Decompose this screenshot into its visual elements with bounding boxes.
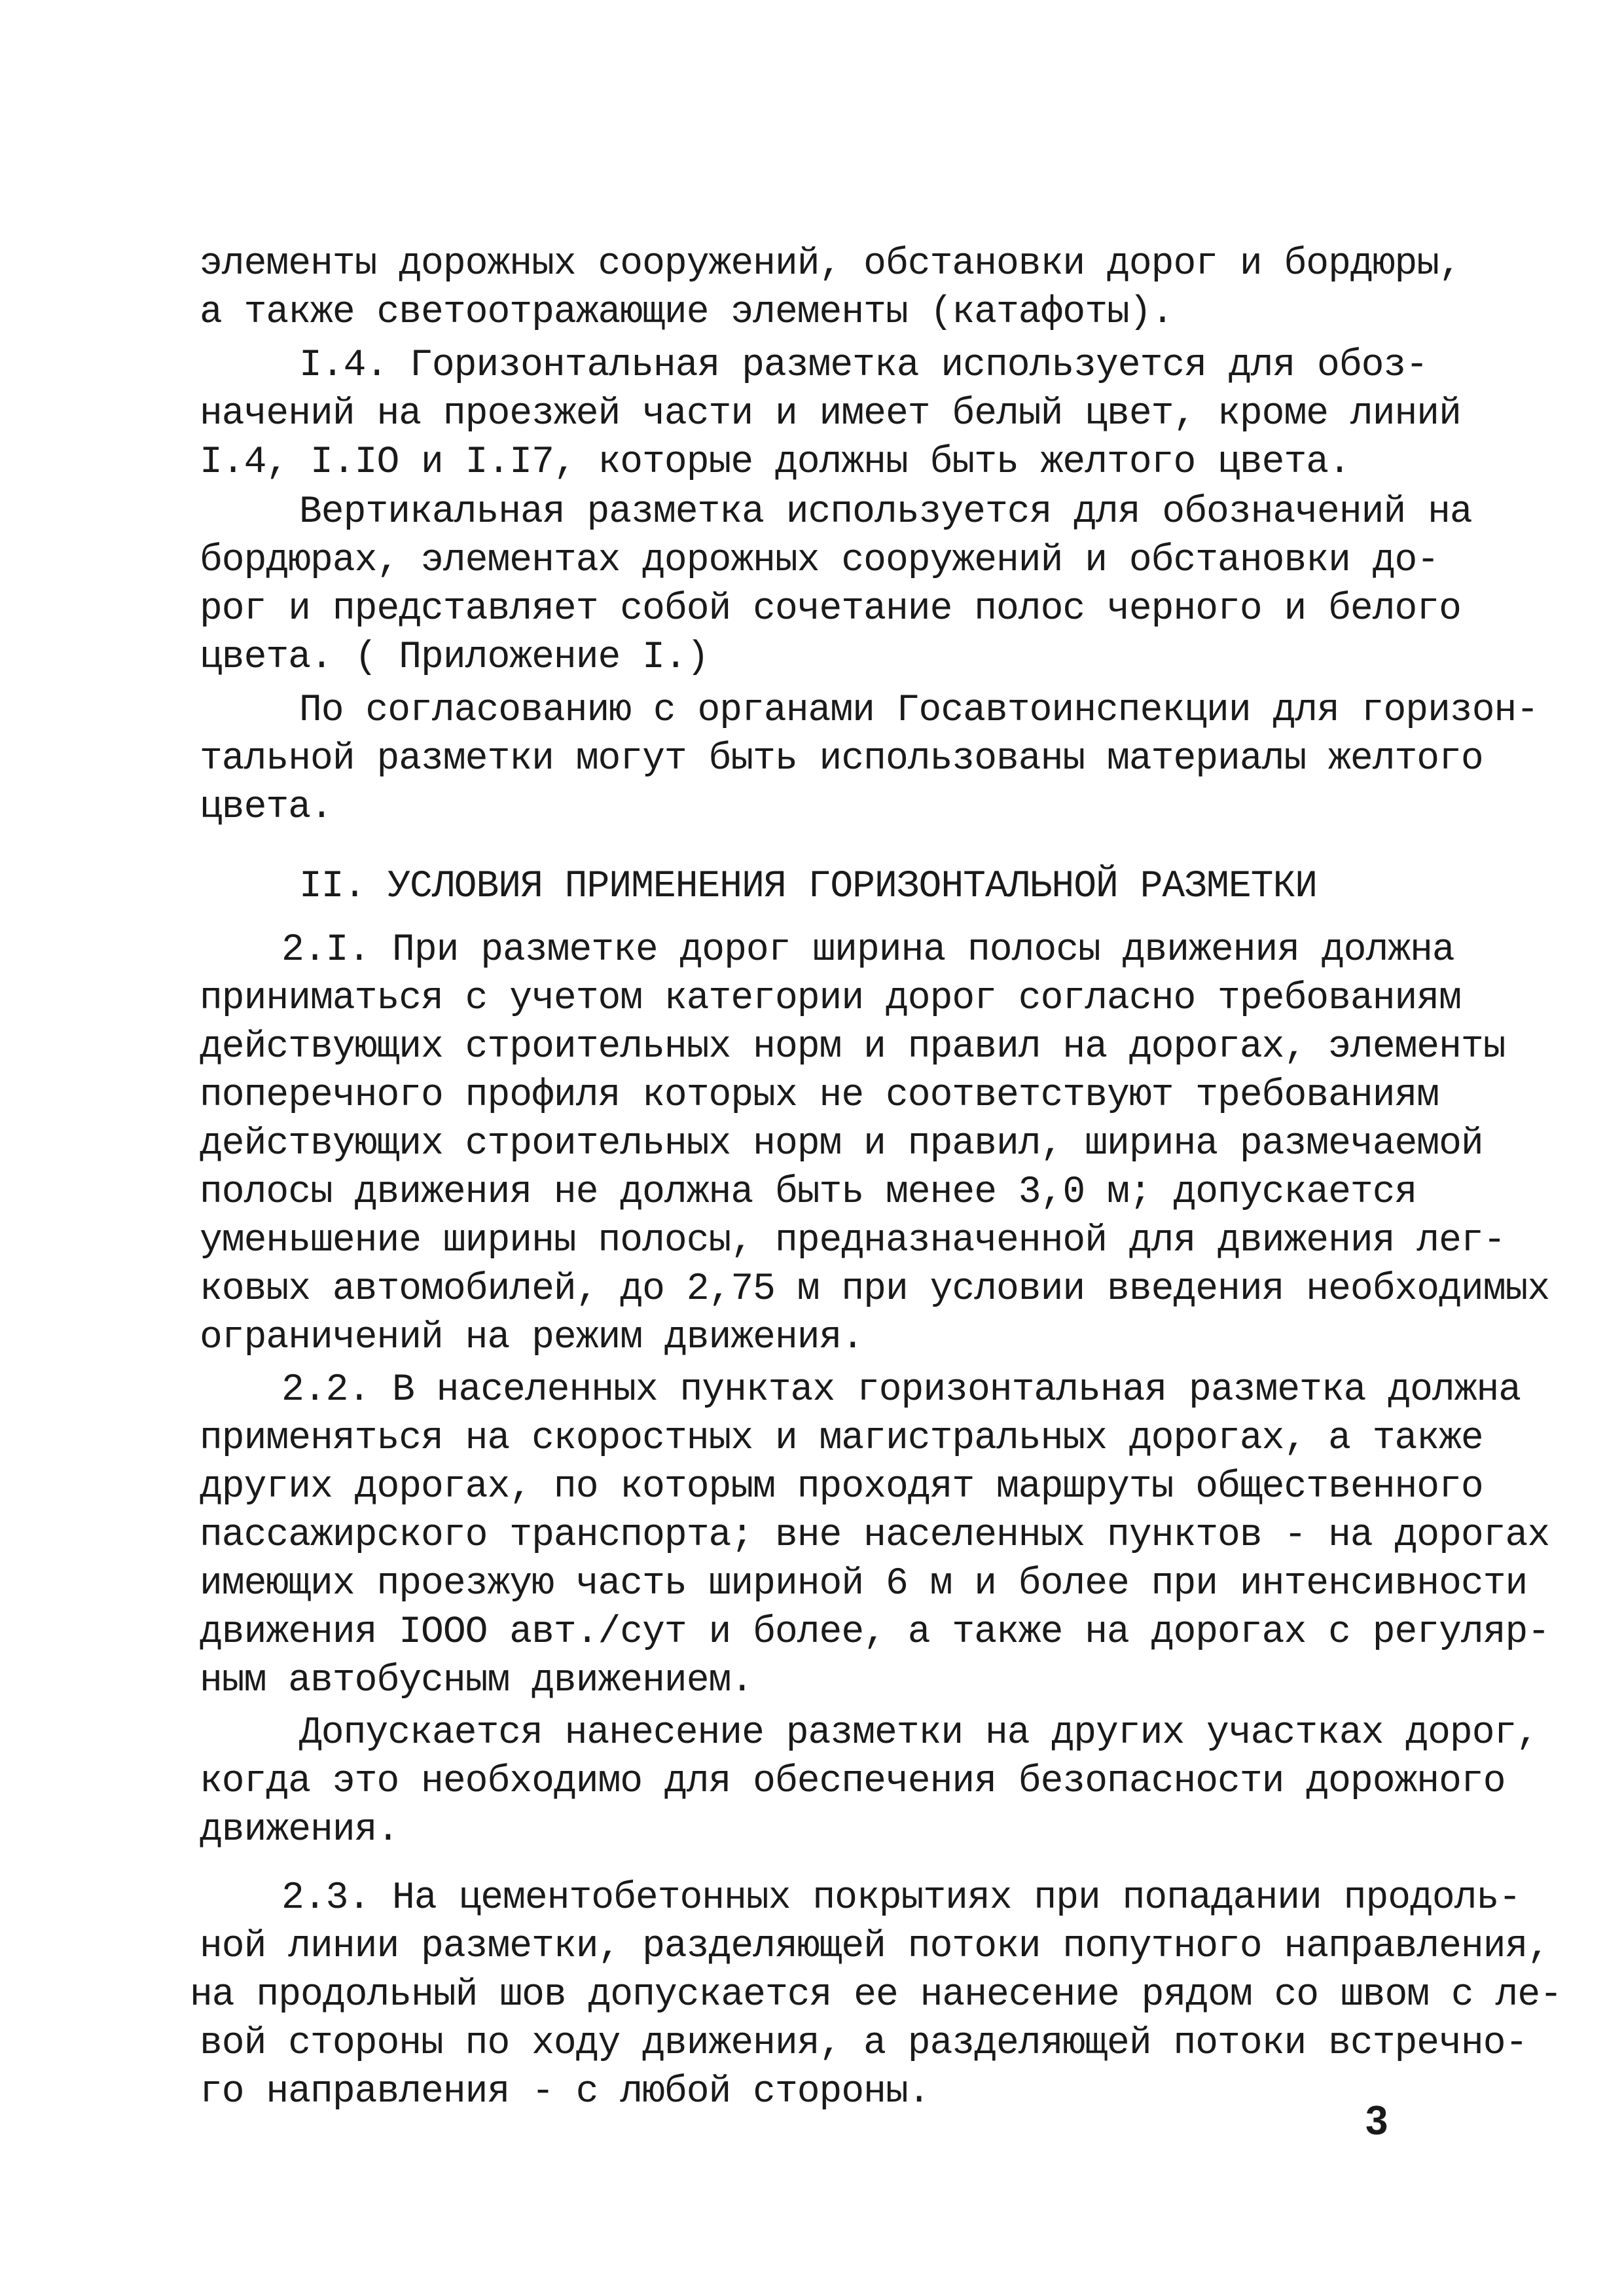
text-line: а также светоотражающие элементы (катафоты).: [200, 291, 1174, 334]
text-line: полосы движения не должна быть менее 3,0 м; допускается: [200, 1171, 1417, 1214]
text-line: ковых автомобилей, до 2,75 м при условии введения необходимых: [200, 1268, 1550, 1311]
page-number: 3: [1365, 2098, 1388, 2143]
text-line: приниматься с учетом категории дорог согласно требованиям: [200, 977, 1461, 1020]
text-line: ным автобусным движением.: [200, 1660, 753, 1702]
text-line: имеющих проезжую часть шириной 6 м и более при интенсивности: [200, 1563, 1528, 1605]
text-line: движения IOOO авт./сут и более, а также на дорогах с регуляр-: [200, 1611, 1550, 1654]
text-line: бордюрах, элементах дорожных сооружений и обстановки до-: [200, 539, 1439, 582]
text-line: 2.2. В населенных пунктах горизонтальная разметка должна: [281, 1369, 1521, 1412]
text-line: применяться на скоростных и магистральных дорогах, а также: [200, 1417, 1483, 1460]
text-line: тальной разметки могут быть использованы материалы желтого: [200, 738, 1483, 780]
text-line: пассажирского транспорта; вне населенных пунктов - на дорогах: [200, 1514, 1550, 1557]
text-line: уменьшение ширины полосы, предназначенной для движения лег-: [200, 1220, 1506, 1262]
text-line: действующих строительных норм и правил на дорогах, элементы: [200, 1026, 1506, 1068]
text-line: на продольный шов допускается ее нанесение рядом со швом с ле-: [190, 1974, 1562, 2016]
text-line: вой стороны по ходу движения, а разделяющей потоки встречно-: [200, 2022, 1528, 2065]
text-line: рог и представляет собой сочетание полос черного и белого: [200, 588, 1461, 630]
text-line: I.4, I.IO и I.I7, которые должны быть желтого цвета.: [200, 441, 1350, 484]
text-line: движения.: [200, 1809, 399, 1851]
text-line: ограничений на режим движения.: [200, 1317, 864, 1359]
text-line: ной линии разметки, разделяющей потоки попутного направления,: [200, 1925, 1550, 1968]
text-line: го направления - с любой стороны.: [200, 2071, 930, 2113]
text-line: начений на проезжей части и имеет белый цвет, кроме линий: [200, 393, 1461, 435]
text-line: цвета.: [200, 786, 333, 829]
text-line: 2.I. При разметке дорог ширина полосы движения должна: [281, 929, 1454, 972]
text-line: действующих строительных норм и правил, ширина размечаемой: [200, 1123, 1483, 1165]
text-line: других дорогах, по которым проходят маршруты общественного: [200, 1466, 1483, 1508]
text-line: I.4. Горизонтальная разметка используется для обоз-: [299, 344, 1428, 387]
text-line: Вертикальная разметка используется для обозначений на: [299, 491, 1472, 534]
text-line: Допускается нанесение разметки на других участках дорог,: [299, 1712, 1539, 1755]
text-line: цвета. ( Приложение I.): [200, 636, 709, 679]
text-line: поперечного профиля которых не соответствуют требованиям: [200, 1074, 1439, 1117]
text-line: По согласованию с органами Госавтоинспекции для горизон-: [299, 689, 1539, 732]
text-line: элементы дорожных сооружений, обстановки дорог и бордюры,: [200, 243, 1461, 285]
section-heading: II. УСЛОВИЯ ПРИМЕНЕНИЯ ГОРИЗОНТАЛЬНОЙ РАЗМЕТКИ: [299, 866, 1318, 908]
text-line: когда это необходимо для обеспечения безопасности дорожного: [200, 1760, 1506, 1803]
text-line: 2.3. На цементобетонных покрытиях при попадании продоль-: [281, 1877, 1521, 1920]
